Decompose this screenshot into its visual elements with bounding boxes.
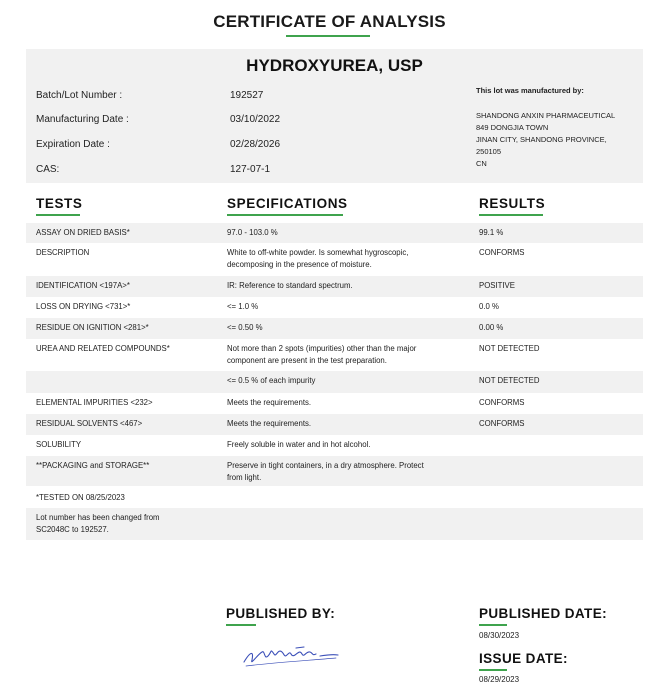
title-underline [286, 35, 370, 37]
specifications-header-underline [227, 214, 343, 216]
specification-text: IR: Reference to standard spectrum. [227, 281, 353, 290]
manufacturer-line: JINAN CITY, SHANDONG PROVINCE, [476, 135, 607, 144]
specification-text: Not more than 2 spots (impurities) other than the major [227, 344, 417, 353]
specification-text: 97.0 - 103.0 % [227, 228, 278, 237]
manufacturer-heading: This lot was manufactured by: [476, 86, 584, 95]
note-text: *TESTED ON 08/25/2023 [36, 493, 125, 502]
batch-value: 192527 [230, 90, 264, 101]
specification-text: Preserve in tight containers, in a dry atmosphere. Protect [227, 461, 424, 470]
result-value: 99.1 % [479, 228, 504, 237]
results-header-underline [479, 214, 543, 216]
test-name: LOSS ON DRYING <731>* [36, 302, 131, 311]
manufacturer-line: 849 DONGJIA TOWN [476, 123, 549, 132]
test-name: SOLUBILITY [36, 440, 82, 449]
result-value: CONFORMS [479, 398, 525, 407]
test-name: ELEMENTAL IMPURITIES <232> [36, 398, 153, 407]
cas-label: CAS: [36, 164, 60, 175]
batch-label: Batch/Lot Number : [36, 90, 123, 101]
cas-value: 127-07-1 [230, 164, 271, 175]
manufacturer-line: SHANDONG ANXIN PHARMACEUTICAL [476, 111, 616, 120]
manufacturer-line: CN [476, 159, 487, 168]
published-date-label: PUBLISHED DATE: [479, 606, 608, 621]
exp-date-label: Expiration Date : [36, 139, 110, 150]
test-name: IDENTIFICATION <197A>* [36, 281, 130, 290]
issue-date-label: ISSUE DATE: [479, 651, 568, 666]
test-name: DESCRIPTION [36, 248, 90, 257]
specification-text: <= 0.50 % [227, 323, 263, 332]
specification-text: Freely soluble in water and in hot alcohol. [227, 440, 371, 449]
specification-text: <= 0.5 % of each impurity [227, 376, 316, 385]
specification-text: Meets the requirements. [227, 419, 312, 428]
test-name: RESIDUAL SOLVENTS <467> [36, 419, 143, 428]
result-value: CONFORMS [479, 248, 525, 257]
signature-image [240, 640, 344, 670]
test-name: RESIDUE ON IGNITION <281>* [36, 323, 149, 332]
published-date-underline [479, 624, 507, 626]
result-value: 0.0 % [479, 302, 499, 311]
product-name: HYDROXYUREA, USP [246, 56, 423, 75]
results-header: RESULTS [479, 196, 546, 211]
test-name: UREA AND RELATED COMPOUNDS* [36, 344, 170, 353]
document-title: CERTIFICATE OF ANALYSIS [213, 12, 446, 31]
result-value: NOT DETECTED [479, 376, 540, 385]
result-value: CONFORMS [479, 419, 525, 428]
tests-header: TESTS [36, 196, 83, 211]
result-value: POSITIVE [479, 281, 515, 290]
exp-date-value: 02/28/2026 [230, 139, 281, 150]
published-by-label: PUBLISHED BY: [226, 606, 336, 621]
mfg-date-label: Manufacturing Date : [36, 114, 129, 125]
specification-text: component are present in the test preparation. [227, 356, 387, 365]
tests-header-underline [36, 214, 80, 216]
issue-date-underline [479, 669, 507, 671]
specification-text: Meets the requirements. [227, 398, 312, 407]
mfg-date-value: 03/10/2022 [230, 114, 281, 125]
specification-text: decomposing in the presence of moisture. [227, 260, 372, 269]
published-date-value: 08/30/2023 [479, 631, 520, 640]
note-text: Lot number has been changed from [36, 513, 160, 522]
published-by-underline [226, 624, 256, 626]
note-text: SC2048C to 192527. [36, 525, 109, 534]
specification-text: White to off-white powder. Is somewhat hygroscopic, [227, 248, 409, 257]
issue-date-value: 08/29/2023 [479, 675, 520, 684]
specification-text: from light. [227, 473, 262, 482]
test-name: ASSAY ON DRIED BASIS* [36, 228, 130, 237]
specification-text: <= 1.0 % [227, 302, 259, 311]
test-name: **PACKAGING and STORAGE** [36, 461, 150, 470]
specifications-header: SPECIFICATIONS [227, 196, 348, 211]
result-value: 0.00 % [479, 323, 504, 332]
manufacturer-line: 250105 [476, 147, 502, 156]
result-value: NOT DETECTED [479, 344, 540, 353]
